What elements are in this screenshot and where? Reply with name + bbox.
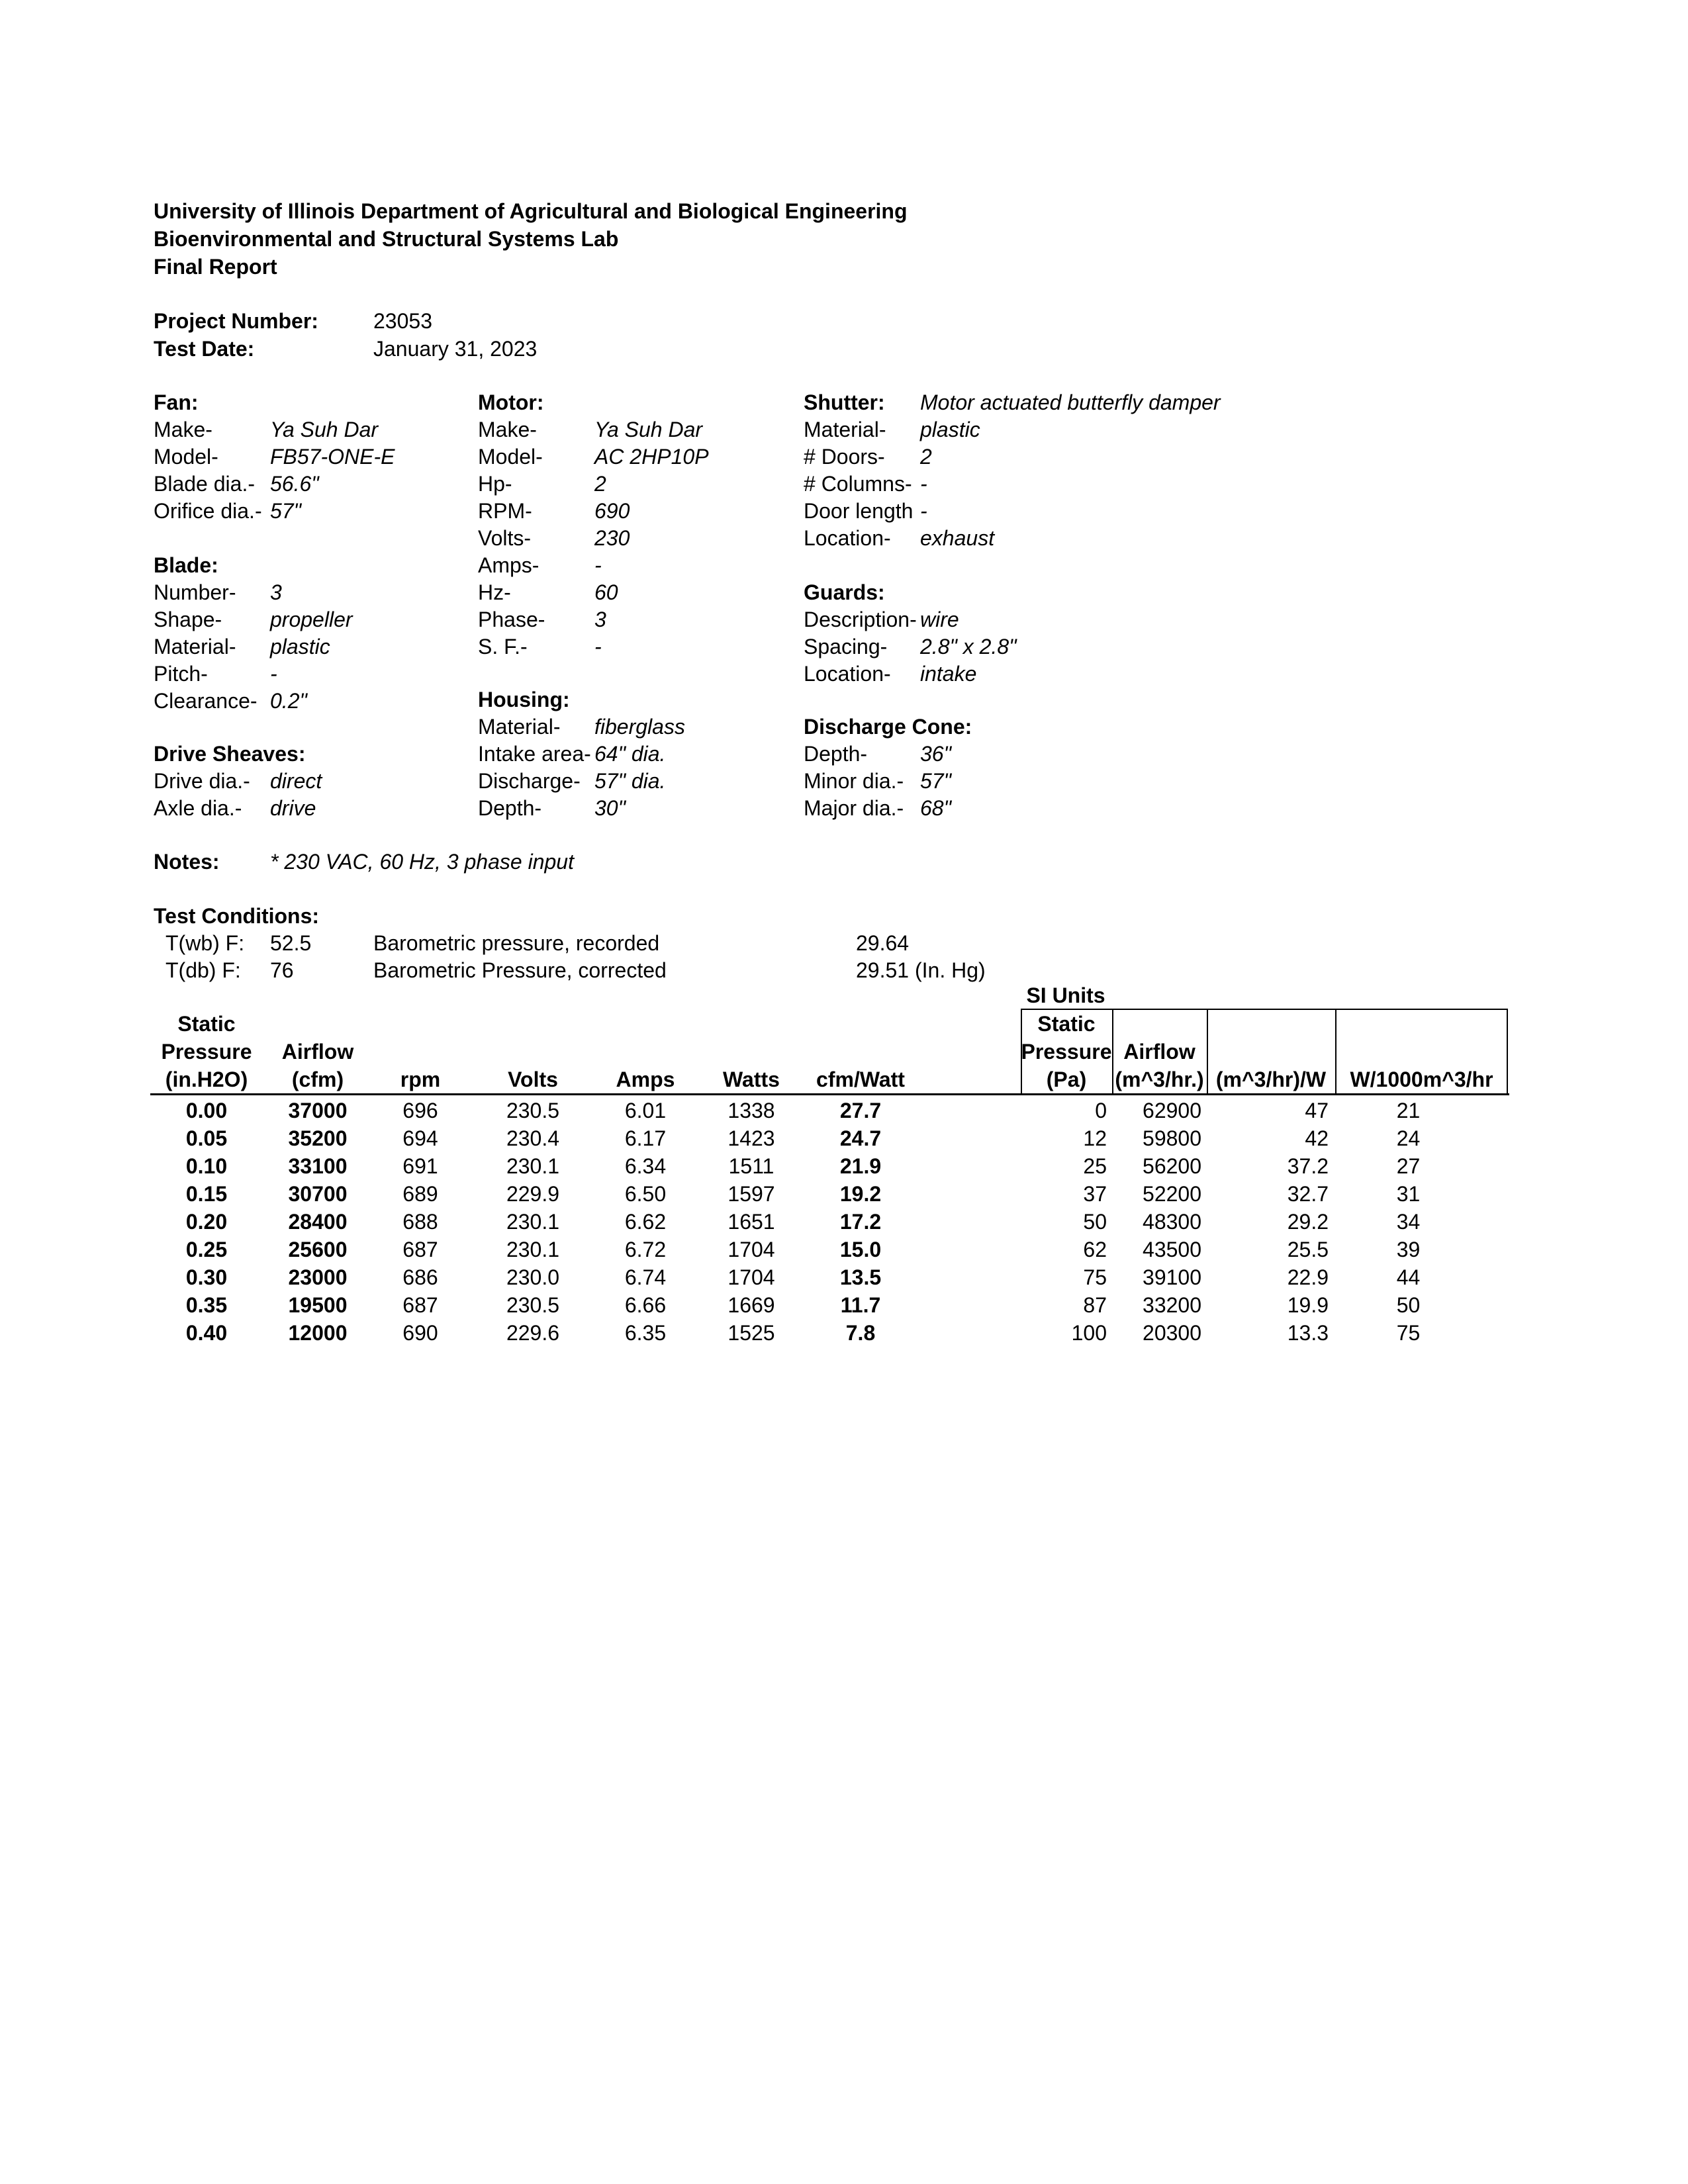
spec-value: 36" — [920, 742, 951, 766]
amps-cell: 6.01 — [624, 1099, 667, 1122]
spec-label: Model- — [154, 445, 218, 469]
header-si-efficiency: (m^3/hr)/W — [1215, 1068, 1327, 1091]
rpm-cell: 686 — [402, 1265, 438, 1289]
cone-heading: Discharge Cone: — [804, 715, 972, 739]
si-watts-cell: 75 — [1396, 1321, 1421, 1345]
header-si-watts-per-volume: W/1000m^3/hr — [1350, 1068, 1493, 1091]
airflow-cell: 12000 — [288, 1321, 348, 1345]
airflow-cell: 30700 — [288, 1182, 348, 1206]
notes-text: * 230 VAC, 60 Hz, 3 phase input — [270, 850, 574, 874]
volts-cell: 230.1 — [506, 1154, 560, 1178]
spec-value: direct — [270, 769, 322, 793]
spec-value: 2.8" x 2.8" — [920, 635, 1017, 659]
si-watts-cell: 27 — [1396, 1154, 1421, 1178]
spec-label: Make- — [478, 418, 537, 441]
si-airflow-cell: 43500 — [1143, 1238, 1201, 1261]
cfm-per-watt-cell: 7.8 — [845, 1321, 876, 1345]
watts-cell: 1704 — [727, 1265, 775, 1289]
si-watts-cell: 34 — [1396, 1210, 1421, 1234]
si-efficiency-cell: 22.9 — [1287, 1265, 1329, 1289]
airflow-cell: 35200 — [288, 1126, 348, 1150]
si-airflow-cell: 39100 — [1143, 1265, 1201, 1289]
airflow-cell: 25600 — [288, 1238, 348, 1261]
header-rpm: rpm — [400, 1068, 441, 1091]
static-pressure-cell: 0.25 — [185, 1238, 228, 1261]
static-pressure-cell: 0.00 — [185, 1099, 228, 1122]
spec-value: fiberglass — [594, 715, 685, 739]
rpm-cell: 687 — [402, 1293, 438, 1317]
spec-value: AC 2HP10P — [594, 445, 709, 469]
project-number: 23053 — [373, 309, 432, 333]
test-conditions-heading: Test Conditions: — [154, 904, 320, 928]
airflow-cell: 19500 — [288, 1293, 348, 1317]
si-airflow-cell: 52200 — [1143, 1182, 1201, 1206]
spec-label: Orifice dia.- — [154, 499, 262, 523]
cfm-per-watt-cell: 17.2 — [839, 1210, 882, 1234]
cfm-per-watt-cell: 24.7 — [839, 1126, 882, 1150]
si-airflow-cell: 59800 — [1143, 1126, 1201, 1150]
rpm-cell: 691 — [402, 1154, 438, 1178]
spec-value: 57" dia. — [594, 769, 666, 793]
spec-label: Drive dia.- — [154, 769, 250, 793]
spec-label: # Doors- — [804, 445, 885, 469]
spec-value: intake — [920, 662, 977, 686]
amps-cell: 6.17 — [624, 1126, 667, 1150]
volts-cell: 230.4 — [506, 1126, 560, 1150]
watts-cell: 1704 — [727, 1238, 775, 1261]
watts-cell: 1511 — [728, 1154, 774, 1178]
amps-cell: 6.74 — [624, 1265, 667, 1289]
cfm-per-watt-cell: 27.7 — [839, 1099, 882, 1122]
drive-heading: Drive Sheaves: — [154, 742, 306, 766]
volts-cell: 230.1 — [506, 1238, 560, 1261]
si-efficiency-cell: 42 — [1305, 1126, 1329, 1150]
si-watts-cell: 39 — [1396, 1238, 1421, 1261]
spec-value: - — [920, 499, 927, 523]
static-pressure-cell: 0.35 — [185, 1293, 228, 1317]
volts-cell: 230.5 — [506, 1099, 560, 1122]
spec-label: Description- — [804, 608, 917, 631]
baro-recorded-value: 29.64 — [856, 931, 910, 955]
volts-cell: 229.6 — [506, 1321, 560, 1345]
spec-value: 2 — [920, 445, 932, 469]
header-airflow: Airflow (cfm) — [281, 1040, 354, 1091]
twb-label: T(wb) F: — [165, 931, 245, 955]
si-efficiency-cell: 25.5 — [1287, 1238, 1329, 1261]
twb-value: 52.5 — [270, 931, 312, 955]
spec-value: - — [594, 553, 602, 577]
tdb-value: 76 — [270, 958, 294, 982]
spec-label: Door length — [804, 499, 914, 523]
si-pressure-cell: 0 — [1095, 1099, 1107, 1122]
spec-value: 30" — [594, 796, 626, 820]
static-pressure-cell: 0.05 — [185, 1126, 228, 1150]
spec-label: Material- — [154, 635, 236, 659]
airflow-cell: 28400 — [288, 1210, 348, 1234]
spec-label: Depth- — [804, 742, 868, 766]
spec-value: propeller — [270, 608, 353, 631]
spec-value: 57" — [270, 499, 301, 523]
header-static-pressure: Static Pressure (in.H2O) — [161, 1012, 252, 1091]
blade-heading: Blade: — [154, 553, 218, 577]
rpm-cell: 689 — [402, 1182, 438, 1206]
table-header-rule — [150, 1093, 1509, 1095]
spec-label: Clearance- — [154, 689, 258, 713]
amps-cell: 6.72 — [624, 1238, 667, 1261]
spec-value: 57" — [920, 769, 951, 793]
lab-title: Bioenvironmental and Structural Systems Lab — [154, 227, 619, 251]
si-pressure-cell: 37 — [1083, 1182, 1107, 1206]
spec-label: # Columns- — [804, 472, 912, 496]
si-watts-cell: 44 — [1396, 1265, 1421, 1289]
si-units-label: SI Units — [1026, 983, 1105, 1007]
spec-value: - — [270, 662, 277, 686]
report-title: Final Report — [154, 255, 277, 279]
motor-heading: Motor: — [478, 390, 544, 414]
spec-value: - — [920, 472, 927, 496]
header-amps: Amps — [616, 1068, 675, 1091]
volts-cell: 230.1 — [506, 1210, 560, 1234]
spec-label: Intake area- — [478, 742, 591, 766]
baro-recorded-label: Barometric pressure, recorded — [373, 931, 660, 955]
airflow-cell: 33100 — [288, 1154, 348, 1178]
si-efficiency-cell: 32.7 — [1287, 1182, 1329, 1206]
university-title: University of Illinois Department of Agricultural and Biological Engineering — [154, 199, 908, 223]
si-watts-cell: 21 — [1396, 1099, 1421, 1122]
watts-cell: 1423 — [727, 1126, 775, 1150]
amps-cell: 6.35 — [624, 1321, 667, 1345]
spec-label: Hp- — [478, 472, 512, 496]
spec-value: 3 — [270, 580, 282, 604]
spec-value: 64" dia. — [594, 742, 666, 766]
static-pressure-cell: 0.20 — [185, 1210, 228, 1234]
static-pressure-cell: 0.40 — [185, 1321, 228, 1345]
spec-label: Hz- — [478, 580, 511, 604]
test-date: January 31, 2023 — [373, 337, 538, 361]
si-pressure-cell: 62 — [1083, 1238, 1107, 1261]
fan-heading: Fan: — [154, 390, 199, 414]
si-watts-cell: 50 — [1396, 1293, 1421, 1317]
static-pressure-cell: 0.30 — [185, 1265, 228, 1289]
airflow-cell: 37000 — [288, 1099, 348, 1122]
spec-value: drive — [270, 796, 316, 820]
si-pressure-cell: 50 — [1083, 1210, 1107, 1234]
amps-cell: 6.66 — [624, 1293, 667, 1317]
spec-value: 3 — [594, 608, 606, 631]
cfm-per-watt-cell: 21.9 — [839, 1154, 882, 1178]
volts-cell: 230.5 — [506, 1293, 560, 1317]
amps-cell: 6.34 — [624, 1154, 667, 1178]
si-pressure-cell: 87 — [1083, 1293, 1107, 1317]
spec-label: S. F.- — [478, 635, 528, 659]
spec-value: 68" — [920, 796, 951, 820]
watts-cell: 1338 — [727, 1099, 775, 1122]
cfm-per-watt-cell: 13.5 — [839, 1265, 882, 1289]
shutter-heading-value: Motor actuated butterfly damper — [920, 390, 1221, 414]
spec-label: Location- — [804, 526, 891, 550]
spec-value: 56.6" — [270, 472, 319, 496]
spec-label: Material- — [478, 715, 561, 739]
spec-value: 230 — [594, 526, 630, 550]
header-si-airflow: Airflow (m^3/hr.) — [1115, 1040, 1204, 1091]
spec-label: Blade dia.- — [154, 472, 255, 496]
spec-value: plastic — [270, 635, 330, 659]
spec-value: FB57-ONE-E — [270, 445, 395, 469]
rpm-cell: 688 — [402, 1210, 438, 1234]
spec-value: Ya Suh Dar — [270, 418, 379, 441]
spec-value: exhaust — [920, 526, 995, 550]
cfm-per-watt-cell: 15.0 — [839, 1238, 882, 1261]
spec-value: - — [594, 635, 602, 659]
baro-corrected-label: Barometric Pressure, corrected — [373, 958, 667, 982]
project-number-label: Project Number: — [154, 309, 318, 333]
baro-corrected-value: 29.51 (In. Hg) — [856, 958, 986, 982]
static-pressure-cell: 0.10 — [185, 1154, 228, 1178]
shutter-heading: Shutter: — [804, 390, 885, 414]
watts-cell: 1669 — [727, 1293, 775, 1317]
spec-label: Amps- — [478, 553, 539, 577]
watts-cell: 1597 — [727, 1182, 775, 1206]
si-airflow-cell: 20300 — [1143, 1321, 1201, 1345]
si-pressure-cell: 25 — [1083, 1154, 1107, 1178]
report-header — [154, 197, 908, 281]
si-pressure-cell: 75 — [1083, 1265, 1107, 1289]
spec-label: RPM- — [478, 499, 532, 523]
rpm-cell: 696 — [402, 1099, 438, 1122]
spec-label: Axle dia.- — [154, 796, 242, 820]
spec-label: Shape- — [154, 608, 222, 631]
si-efficiency-cell: 29.2 — [1287, 1210, 1329, 1234]
spec-value: 60 — [594, 580, 618, 604]
rpm-cell: 694 — [402, 1126, 438, 1150]
notes-label: Notes: — [154, 850, 220, 874]
spec-value: Ya Suh Dar — [594, 418, 703, 441]
spec-label: Phase- — [478, 608, 545, 631]
si-efficiency-cell: 13.3 — [1287, 1321, 1329, 1345]
si-pressure-cell: 12 — [1083, 1126, 1107, 1150]
spec-value: 2 — [594, 472, 606, 496]
watts-cell: 1525 — [727, 1321, 775, 1345]
tdb-label: T(db) F: — [165, 958, 241, 982]
airflow-cell: 23000 — [288, 1265, 348, 1289]
rpm-cell: 687 — [402, 1238, 438, 1261]
watts-cell: 1651 — [727, 1210, 775, 1234]
static-pressure-cell: 0.15 — [185, 1182, 228, 1206]
spec-label: Pitch- — [154, 662, 208, 686]
header-watts: Watts — [723, 1068, 780, 1091]
spec-label: Location- — [804, 662, 891, 686]
spec-label: Volts- — [478, 526, 532, 550]
volts-cell: 229.9 — [506, 1182, 560, 1206]
spec-value: plastic — [920, 418, 980, 441]
si-airflow-cell: 33200 — [1143, 1293, 1201, 1317]
spec-label: Material- — [804, 418, 886, 441]
spec-label: Number- — [154, 580, 236, 604]
si-efficiency-cell: 47 — [1305, 1099, 1329, 1122]
spec-value: 0.2" — [270, 689, 307, 713]
spec-label: Make- — [154, 418, 212, 441]
si-airflow-cell: 56200 — [1143, 1154, 1201, 1178]
volts-cell: 230.0 — [506, 1265, 560, 1289]
spec-label: Spacing- — [804, 635, 888, 659]
si-airflow-cell: 48300 — [1143, 1210, 1201, 1234]
amps-cell: 6.50 — [624, 1182, 667, 1206]
guards-heading: Guards: — [804, 580, 885, 604]
si-efficiency-cell: 37.2 — [1287, 1154, 1329, 1178]
cfm-per-watt-cell: 11.7 — [840, 1293, 881, 1317]
header-si-static-pressure: Static Pressure (Pa) — [1021, 1012, 1112, 1091]
spec-label: Major dia.- — [804, 796, 904, 820]
spec-value: wire — [920, 608, 959, 631]
si-watts-cell: 31 — [1396, 1182, 1421, 1206]
rpm-cell: 690 — [402, 1321, 438, 1345]
header-volts: Volts — [508, 1068, 558, 1091]
si-pressure-cell: 100 — [1071, 1321, 1107, 1345]
spec-label: Discharge- — [478, 769, 581, 793]
si-airflow-cell: 62900 — [1143, 1099, 1201, 1122]
si-efficiency-cell: 19.9 — [1287, 1293, 1329, 1317]
amps-cell: 6.62 — [624, 1210, 667, 1234]
si-watts-cell: 24 — [1396, 1126, 1421, 1150]
housing-heading: Housing: — [478, 688, 570, 711]
spec-label: Model- — [478, 445, 543, 469]
test-date-label: Test Date: — [154, 337, 255, 361]
spec-label: Minor dia.- — [804, 769, 904, 793]
spec-value: 690 — [594, 499, 630, 523]
cfm-per-watt-cell: 19.2 — [839, 1182, 882, 1206]
header-cfm-per-watt: cfm/Watt — [816, 1068, 905, 1091]
spec-label: Depth- — [478, 796, 542, 820]
